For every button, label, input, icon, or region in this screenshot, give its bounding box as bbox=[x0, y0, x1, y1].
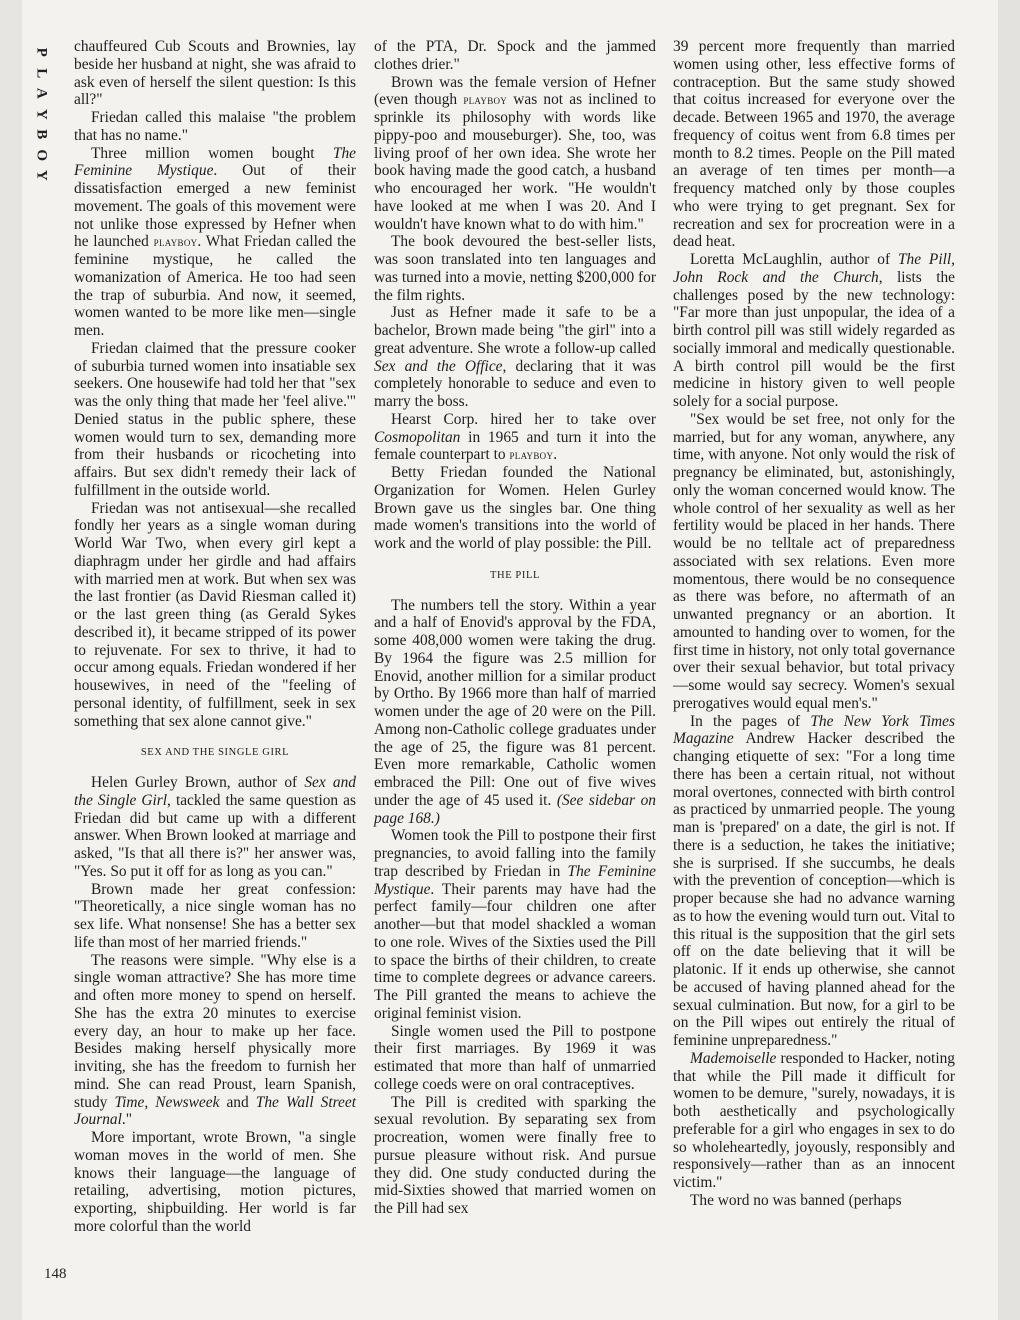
paragraph: Single women used the Pill to postpone their first marriages. By 1969 it was estimated that more than half of unmarried college coeds were on oral contraceptives. bbox=[374, 1022, 656, 1093]
section-heading: SEX AND THE SINGLE GIRL bbox=[140, 747, 290, 759]
paragraph: Helen Gurley Brown, author of Sex and the Single Girl, tackled the same question as Friedan did but came up with a different answer. When Brown looked at marriage and asked, "Is that all there is?" her answer was, "Yes. So put it off for as long as you can." bbox=[74, 774, 357, 880]
paragraph: Three million women bought The Feminine Mystique. Out of their dissatisfaction emerged a new feminist movement. The goals of this movement were not unlike those expressed by Hefner when he launched playboy. What Friedan called the feminine mystique, he called the womanization of America. He too had seen the trap of suburbia. And now, it seemed, women wanted to be more like men—single men. bbox=[74, 144, 356, 339]
paragraph: Friedan called this malaise "the problem that has no name." bbox=[74, 109, 356, 144]
paragraph: Loretta McLaughlin, author of The Pill, John Rock and the Church, lists the challenges posed by the new technology: "Far more than just unpopular, the idea of a birth control pill was still widely regarded as socially immoral and medically questionable. A birth control pill would be the first medicine in history given to well people solely for a social purpose. bbox=[673, 251, 955, 410]
paragraph: Mademoiselle responded to Hacker, noting that while the Pill made it difficult for women to be demure, "surely, nowadays, it is both aesthetically and psychologically preferable for a girl who engages in sex to do so wholeheartedly, joyously, responsibly and responsively—rather than as an innocent victim." bbox=[673, 1049, 955, 1191]
text-column-2 bbox=[374, 38, 656, 1218]
paragraph: of the PTA, Dr. Spock and the jammed clothes drier." bbox=[374, 38, 656, 73]
paragraph: The Pill is credited with sparking the sexual revolution. By separating sex from procreation, women were finally free to pursue pleasure without risk. And pursue they did. One study conducted during the mid-Sixties showed that married women on the Pill had sex bbox=[374, 1093, 656, 1217]
paragraph: Betty Friedan founded the National Organization for Women. Helen Gurley Brown gave us the singles bar. One thing made women's transitions into the world of work and the world of play possible: the Pill. bbox=[374, 464, 656, 552]
paragraph: Just as Hefner made it safe to be a bachelor, Brown made being "the girl" into a great adventure. She wrote a follow-up called Sex and the Office, declaring that it was completely honorable to seduce and even to marry the boss. bbox=[374, 304, 656, 410]
paragraph: Brown made her great confession: "Theoretically, a nice single woman has no sex life. What nonsense! She has a better sex life than most of her married friends." bbox=[74, 880, 356, 951]
paragraph: The reasons were simple. "Why else is a single woman attractive? She has more time and often more money to spend on herself. She has the extra 20 minutes to exercise every day, an hour to make up her face. Besides making herself physically more inviting, she has the freedom to furnish her mind. She can read Proust, learn Spanish, study Time, Newsweek and The Wall Street Journal." bbox=[74, 951, 356, 1129]
paragraph: More important, wrote Brown, "a single woman moves in the world of men. She knows their language—the language of retailing, advertising, motion pictures, exporting, shipbuilding. Her world is far more colorful than the world bbox=[74, 1129, 356, 1235]
paragraph: The book devoured the best-seller lists, was soon translated into ten languages and was turned into a movie, netting $200,000 for the film rights. bbox=[374, 233, 656, 304]
paragraph: "Sex would be set free, not only for the married, but for any woman, anywhere, any time, with anyone. Not only would the risk of pregnancy be eliminated, but, astonishingly, only the woman concerned would know. The whole control of her sexuality as well as her fertility would be placed in her hands. There would be no telltale act of preparedness associated with sex relations. Even more momentous, there would be no consequence as there was before, no aftermath of an unwanted pregnancy or an abortion. It amounted to handing over to women, for the first time in history, not only total governance over their sexual behavior, but total privacy—some would say secrecy. Women's sexual prerogatives would equal men's." bbox=[673, 410, 955, 712]
page-left-margin bbox=[0, 0, 22, 1320]
paragraph: Friedan was not antisexual—she recalled fondly her years as a single woman during World War Two, when every girl kept a diaphragm under her girdle and had affairs with married men at work. But when sex was the last frontier (as David Riesman called it) or the last green thing (as Gerald Sykes described it), it became stripped of its power to rejuvenate. For sex to thrive, it had to occur among equals. Friedan wondered if her housewives, in need of the "feeling of personal identity, of fulfillment, seek in sex something that sex alone cannot give." bbox=[74, 499, 356, 730]
text-column-1 bbox=[74, 38, 356, 1236]
masthead-vertical: P L A Y B O Y bbox=[33, 47, 50, 181]
paragraph: The numbers tell the story. Within a year and a half of Enovid's approval by the FDA, some 408,000 women were taking the drug. By 1964 the figure was 2.5 million for Enovid, another million for a similar product by Ortho. By 1966 more than half of married women under the age of 20 were on the Pill. Among non-Catholic college graduates under the age of 25, the figure was 81 percent. Even more remarkable, Catholic women embraced the Pill: One out of five wives under the age of 45 used it. (See sidebar on page 168.) bbox=[374, 596, 656, 827]
paragraph: Hearst Corp. hired her to take over Cosmopolitan in 1965 and turn it into the female counterpart to playboy. bbox=[374, 410, 656, 464]
page-number: 148 bbox=[44, 1266, 67, 1282]
paragraph: In the pages of The New York Times Magazine Andrew Hacker described the changing etiquette of sex: "For a long time there has been a certain ritual, not without moral overtones, connected with birth control as practiced by unmarried people. The young man is 'prepared' on a date, the girl is not. If there is a seduction, he takes the initiative; she is surprised. If she succumbs, he deals with the prevention of conception—which is proper because she had no advance warning as to how the evening would turn out. Vital to this ritual is the supposition that the girl sets off on the date believing that it will be platonic. If it ends up otherwise, she cannot be accused of having planned ahead for the sexual culmination. But now, for a girl to be on the Pill wipes out entirely the ritual of feminine unpreparedness." bbox=[673, 712, 955, 1049]
paragraph: 39 percent more frequently than married women using other, less effective forms of contraception. But the same study showed that coitus increased for everyone over the decade. Between 1965 and 1970, the average frequency of coitus went from 6.8 times per month to 8.2 times. People on the Pill mated an average of ten times per month—a frequency matched only by those couples who were trying to get pregnant. Sex for recreation and sex for procreation were in a dead heat. bbox=[673, 38, 955, 251]
text-column-3 bbox=[673, 38, 955, 1210]
paragraph: The word no was banned (perhaps bbox=[690, 1191, 902, 1209]
paragraph: Brown was the female version of Hefner (even though playboy was not as inclined to sprinkle its philosophy with words like pippy-poo and mouseburger). She, too, was living proof of her own idea. She wrote her book having made the good catch, a husband who encouraged her work. "He wouldn't have looked at me when I was 20. And I wouldn't have known what to do with him." bbox=[374, 73, 656, 233]
paragraph: Friedan claimed that the pressure cooker of suburbia turned women into insatiable sex seekers. One housewife had told her that "sex was the only thing that made her 'feel alive.'" Denied status in the public sphere, these women would turn to sex, demanding more from their husbands or ricocheting into affairs. But sex didn't remedy their lack of fulfillment in the outside world. bbox=[74, 339, 356, 499]
paragraph: chauffeured Cub Scouts and Brownies, lay beside her husband at night, she was afraid to ask even of herself the silent question: Is this all?" bbox=[74, 38, 356, 109]
paragraph: Women took the Pill to postpone their first pregnancies, to avoid falling into the family trap described by Friedan in The Feminine Mystique. Their parents may have had the perfect family—four children one after another—but that model shackled a woman to one role. Wives of the Sixties used the Pill to space the births of their children, to create time to complete degrees or advance careers. The Pill granted the means to achieve the original feminist vision. bbox=[374, 827, 656, 1022]
section-heading: THE PILL bbox=[490, 569, 540, 581]
page-right-margin bbox=[998, 0, 1020, 1320]
